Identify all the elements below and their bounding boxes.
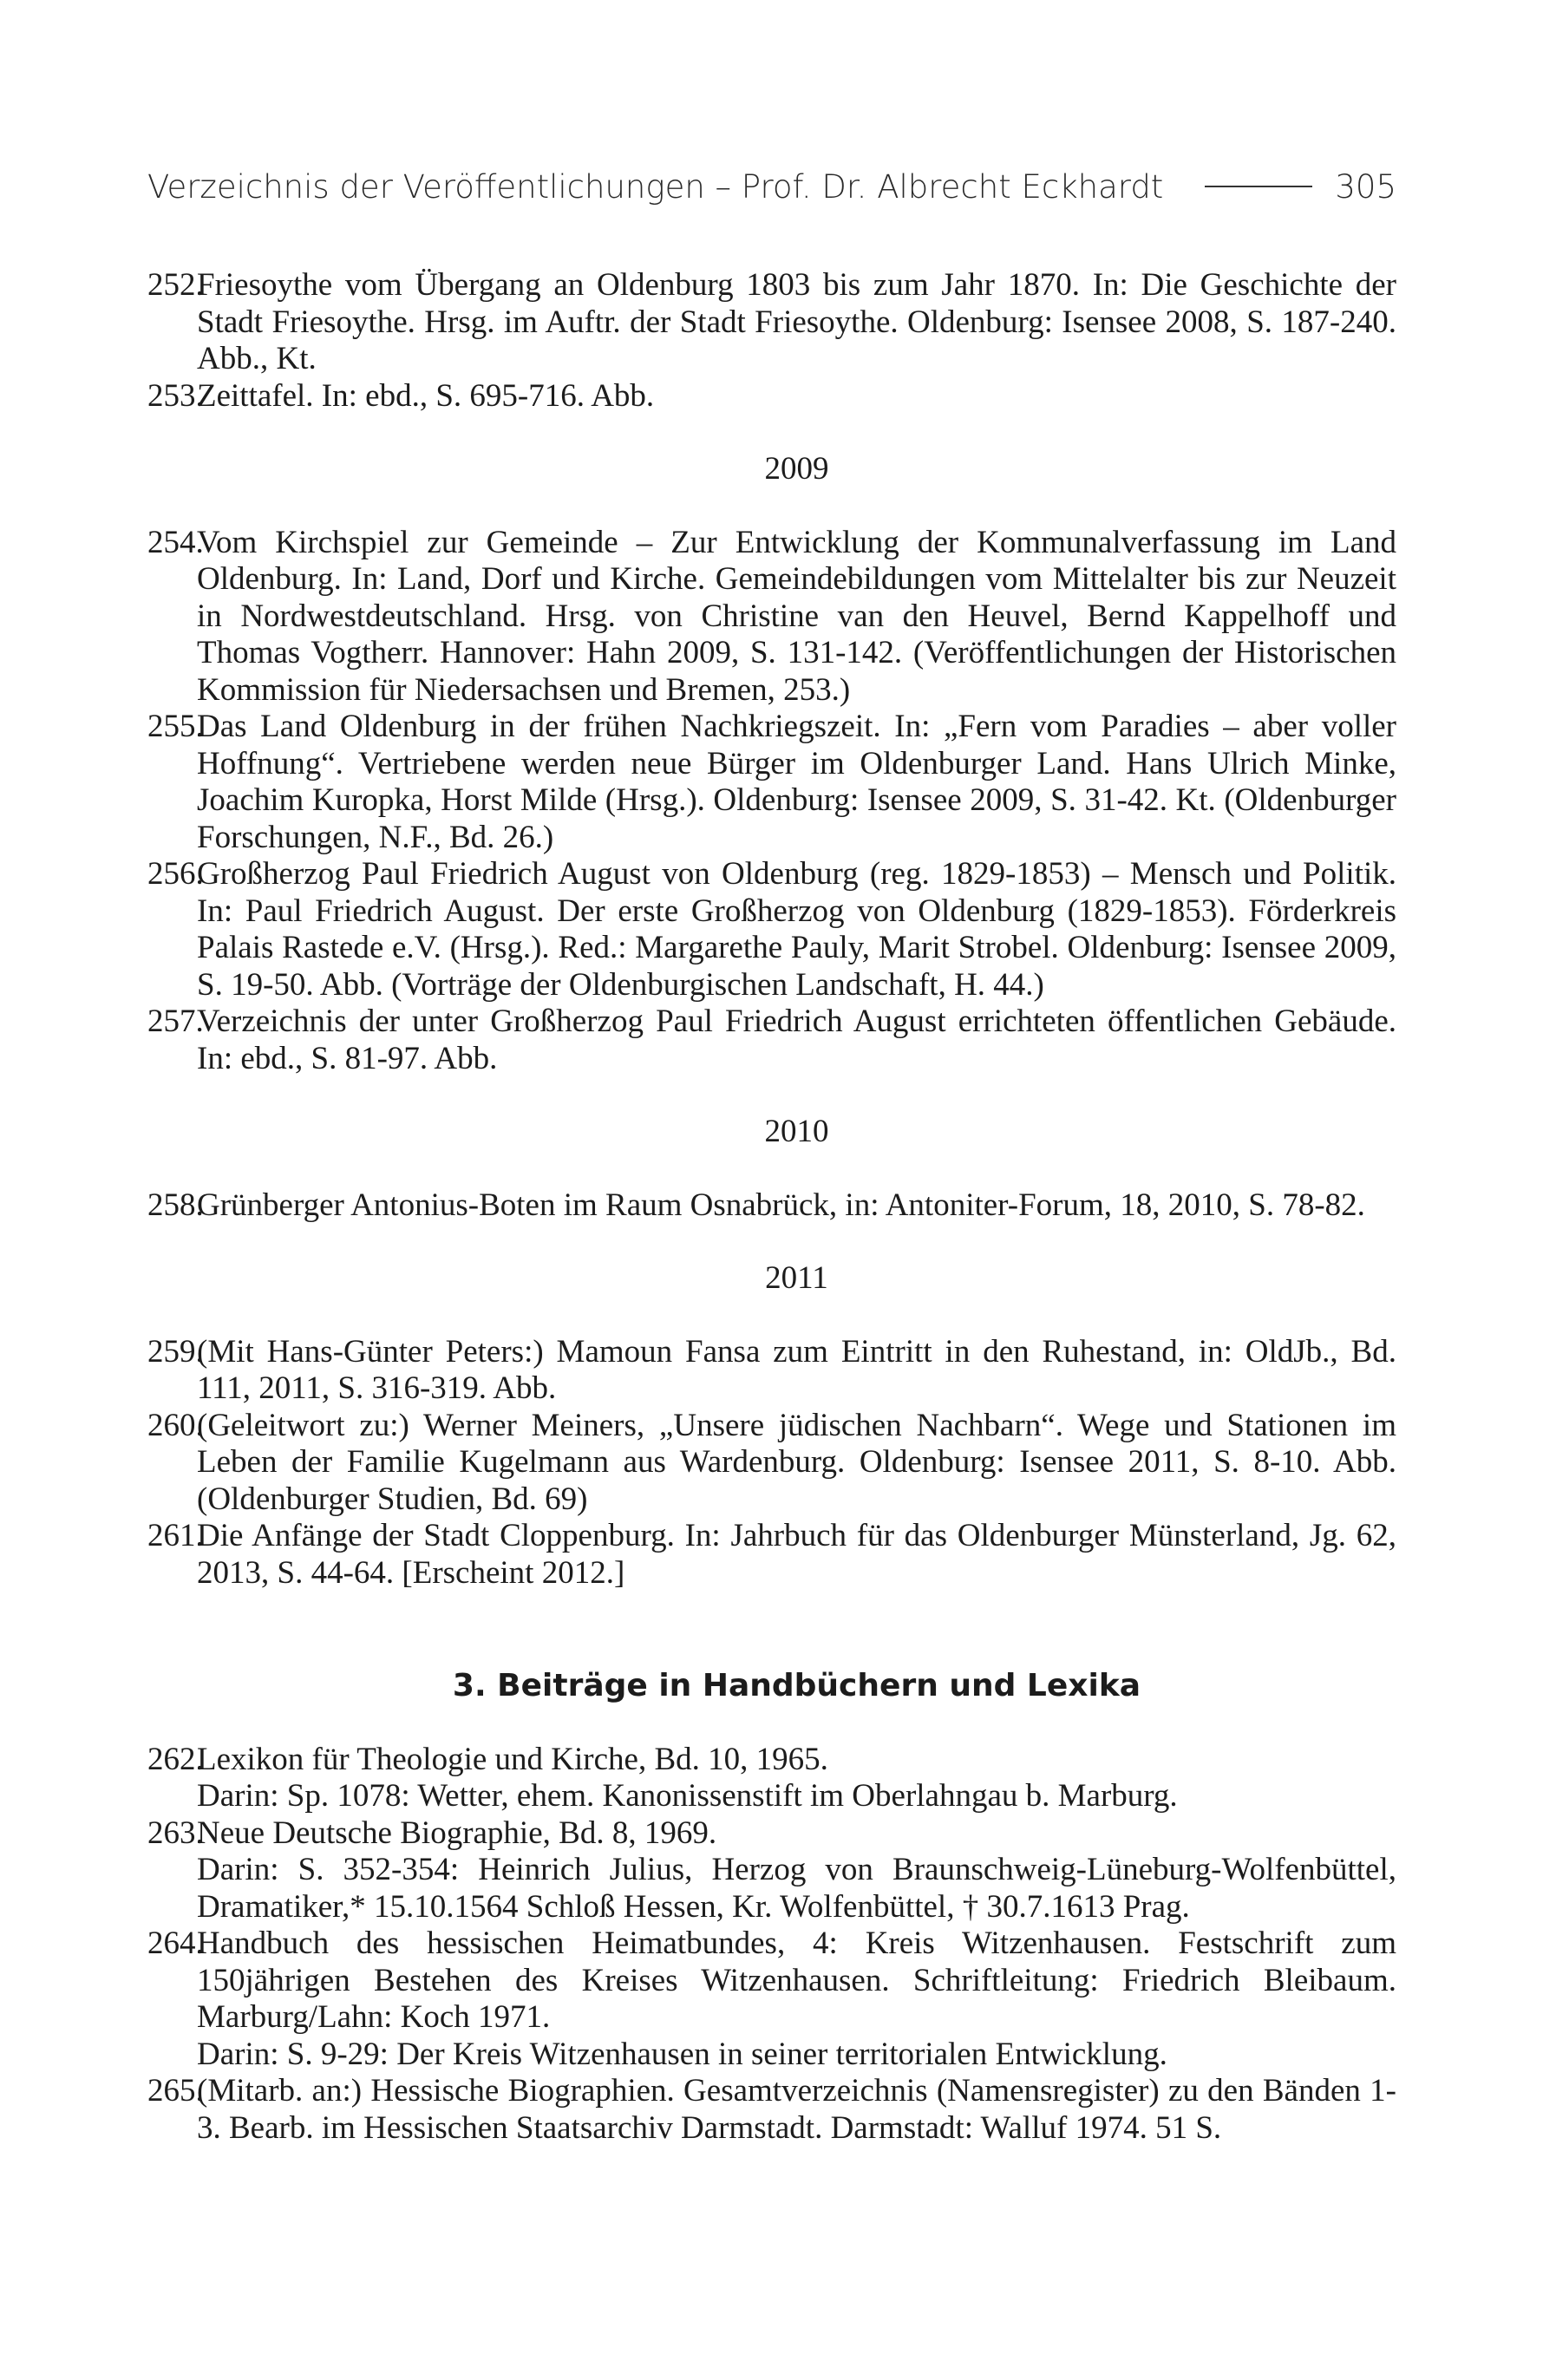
entry-text: (Mit Hans-Günter Peters:) Mamoun Fansa zum Eintritt in den Ruhestand, in: OldJb., Bd. 111, 2011, S. 316-319. Abb.	[197, 1333, 1396, 1406]
header-rule	[1205, 186, 1312, 187]
entry-text: Zeittafel. In: ebd., S. 695-716. Abb.	[197, 377, 655, 414]
entry-text	[197, 1815, 1396, 1926]
entry-text: Grünberger Antonius-Boten im Raum Osnabrück, in: Antoniter-Forum, 18, 2010, S. 78-82.	[197, 1187, 1365, 1223]
bibliography-entry	[147, 1742, 1396, 1815]
entry-line: Darin: S. 352-354: Heinrich Julius, Herzog von Braunschweig-Lüneburg-Wolfenbüttel, Dramatiker,* 15.10.1564 Schloß Hessen, Kr. Wolfenbüttel, † 30.7.1613 Prag.	[197, 1852, 1396, 1925]
bibliography-entry	[147, 1187, 1396, 1225]
page-number: 305	[1335, 167, 1396, 206]
bibliography-entry	[147, 709, 1396, 856]
bibliography-entry	[147, 1334, 1396, 1408]
entry-number: 262.	[147, 1741, 204, 1777]
entry-number: 252.	[147, 267, 204, 303]
entry-text: Verzeichnis der unter Großherzog Paul Friedrich August errichteten öffentlichen Gebäude. In: ebd., S. 81-97. Abb.	[197, 1004, 1396, 1076]
entry-text: Großherzog Paul Friedrich August von Oldenburg (reg. 1829-1853) – Mensch und Politik. In: Paul Friedrich August. Der erste Großherzog von Oldenburg (1829-1853). Förderkreis Palais Rastede e.V. (Hrsg.). Red.: Margarethe Pauly, Marit Strobel. Oldenburg: Isensee 2009, S. 19-50. Abb. (Vorträge der Oldenburgischen Landschaft, H. 44.)	[197, 856, 1396, 1003]
bibliography-entry	[147, 1815, 1396, 1926]
entry-text	[197, 1742, 1396, 1815]
entry-number: 253.	[147, 377, 204, 414]
bibliography-entry	[147, 1004, 1396, 1077]
entry-number: 256.	[147, 856, 204, 892]
bibliography-entry	[147, 2073, 1396, 2147]
entry-text: Das Land Oldenburg in der frühen Nachkriegszeit. In: „Fern vom Paradies – aber voller Hoffnung“. Vertriebene werden neue Bürger im Oldenburger Land. Hans Ulrich Minke, Joachim Kuropka, Horst Milde (Hrsg.). Oldenburg: Isensee 2009, S. 31-42. Kt. (Oldenburger Forschungen, N.F., Bd. 26.)	[197, 709, 1396, 855]
entry-text: (Geleitwort zu:) Werner Meiners, „Unsere jüdischen Nachbarn“. Wege und Stationen im Leben der Familie Kugelmann aus Wardenburg. Oldenburg: Isensee 2011, S. 8-10. Abb. (Oldenburger Studien, Bd. 69)	[197, 1407, 1396, 1517]
entry-text	[197, 1926, 1396, 2073]
header-title: Verzeichnis der Veröffentlichungen – Prof. Dr. Albrecht Eckhardt	[147, 167, 1164, 206]
entry-number: 258.	[147, 1187, 204, 1223]
entry-text: Die Anfänge der Stadt Cloppenburg. In: Jahrbuch für das Oldenburger Münsterland, Jg. 62, 2013, S. 44-64. [Erscheint 2012.]	[197, 1518, 1396, 1591]
entry-number: 264.	[147, 1926, 204, 1961]
bibliography-entry	[147, 856, 1396, 1004]
bibliography-entry	[147, 1926, 1396, 2073]
entry-line: Darin: Sp. 1078: Wetter, ehem. Kanonissenstift im Oberlahngau b. Marburg.	[197, 1778, 1178, 1814]
entry-number: 261.	[147, 1518, 204, 1553]
entry-number: 263.	[147, 1814, 204, 1851]
entry-text: (Mitarb. an:) Hessische Biographien. Gesamtverzeichnis (Namensregister) zu den Bänden 1-3. Bearb. im Hessischen Staatsarchiv Darmstadt. Darmstadt: Walluf 1974. 51 S.	[197, 2073, 1396, 2146]
entry-line: Darin: S. 9-29: Der Kreis Witzenhausen in seiner territorialen Entwicklung.	[197, 2036, 1167, 2072]
bibliography-entry	[147, 1518, 1396, 1592]
year-heading: 2010	[764, 1114, 829, 1149]
bibliography-entry	[147, 378, 1396, 415]
entry-text: Vom Kirchspiel zur Gemeinde – Zur Entwicklung der Kommunalverfassung im Land Oldenburg. In: Land, Dorf und Kirche. Gemeindebildungen vom Mittelalter bis zur Neuzeit in Nordwestdeutschland. Hrsg. von Christine van den Heuvel, Bernd Kappelhoff und Thomas Vogtherr. Hannover: Hahn 2009, S. 131-142. (Veröffentlichungen der Historischen Kommission für Niedersachsen und Bremen, 253.)	[197, 524, 1396, 708]
entry-text: Friesoythe vom Übergang an Oldenburg 1803 bis zum Jahr 1870. In: Die Geschichte der Stadt Friesoythe. Hrsg. im Auftr. der Stadt Friesoythe. Oldenburg: Isensee 2008, S. 187-240. Abb., Kt.	[197, 267, 1396, 376]
entry-number: 255.	[147, 709, 204, 744]
entry-number: 254.	[147, 524, 204, 560]
bibliography-list	[147, 267, 1396, 2147]
bibliography-entry	[147, 525, 1396, 709]
section-heading: 3. Beiträge in Handbüchern und Lexika	[452, 1668, 1141, 1703]
year-heading: 2009	[764, 451, 829, 487]
entry-line: Handbuch des hessischen Heimatbundes, 4: Kreis Witzenhausen. Festschrift zum 150jährigen Bestehen des Kreises Witzenhausen. Schriftleitung: Friedrich Bleibaum. Marburg/Lahn: Koch 1971.	[197, 1926, 1396, 2035]
entry-number: 259.	[147, 1333, 204, 1370]
entry-number: 257.	[147, 1004, 204, 1039]
entry-number: 260.	[147, 1407, 204, 1443]
entry-line: Lexikon für Theologie und Kirche, Bd. 10, 1965.	[197, 1741, 828, 1777]
bibliography-entry	[147, 267, 1396, 378]
entry-line: Neue Deutsche Biographie, Bd. 8, 1969.	[197, 1814, 717, 1851]
bibliography-entry	[147, 1408, 1396, 1519]
year-heading: 2011	[765, 1260, 828, 1296]
running-header	[147, 160, 1396, 212]
entry-number: 265.	[147, 2073, 204, 2109]
